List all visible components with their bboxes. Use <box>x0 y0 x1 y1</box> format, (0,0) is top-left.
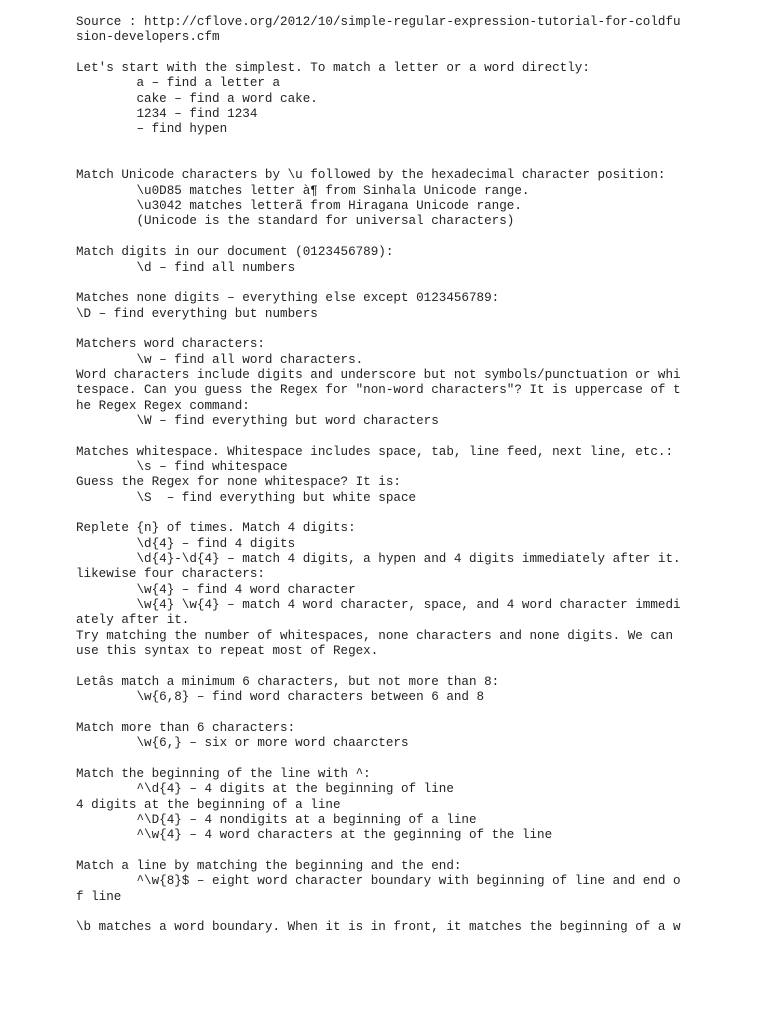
text-line <box>76 752 676 767</box>
text-line: 1234 – find 1234 <box>76 107 258 122</box>
text-line: Try matching the number of whitespaces, none characters and none digits. We can <box>76 628 674 643</box>
text-line: \w – find all word characters. <box>76 352 364 367</box>
text-line <box>76 506 676 521</box>
text-line <box>76 905 676 920</box>
text-line: \w{6,} – six or more word chaarcters <box>76 736 409 751</box>
text-line: f line <box>76 889 122 904</box>
text-line: Source : http://cflove.org/2012/10/simple-regular-expression-tutorial-for-coldfu <box>76 15 681 29</box>
text-line <box>76 429 676 444</box>
text-line: \d{4}-\d{4} – match 4 digits, a hypen and 4 digits immediately after it. <box>76 552 681 567</box>
text-line: ^\w{8}$ – eight word character boundary with beginning of line and end o <box>76 874 681 889</box>
text-line: he Regex Regex command: <box>76 398 250 413</box>
text-line: Match a line by matching the beginning and the end: <box>76 858 462 873</box>
text-line: Matches whitespace. Whitespace includes space, tab, line feed, next line, etc.: <box>76 444 674 459</box>
text-line: \w{6,8} – find word characters between 6 and 8 <box>76 690 485 705</box>
text-line <box>76 659 676 674</box>
text-line: Word characters include digits and underscore but not symbols/punctuation or whi <box>76 367 681 382</box>
text-line: Match Unicode characters by \u followed by the hexadecimal character position: <box>76 168 666 183</box>
text-line: \u0D85 matches letter à¶ from Sinhala Unicode range. <box>76 183 530 198</box>
text-line: 4 digits at the beginning of a line <box>76 797 341 812</box>
text-line: cake – find a word cake. <box>76 91 318 106</box>
text-line <box>76 153 676 168</box>
text-line: Guess the Regex for none whitespace? It is: <box>76 475 401 490</box>
text-line: Matches none digits – everything else except 0123456789: <box>76 291 500 306</box>
text-line: Let's start with the simplest. To match a letter or a word directly: <box>76 61 590 76</box>
text-line: ^\w{4} – 4 word characters at the geginning of the line <box>76 828 553 843</box>
text-line <box>76 844 676 859</box>
text-line <box>76 138 676 153</box>
text-line <box>76 705 676 720</box>
text-line: ^\d{4} – 4 digits at the beginning of line <box>76 782 454 797</box>
text-line: (Unicode is the standard for universal characters) <box>76 214 515 229</box>
text-line: Match the beginning of the line with ^: <box>76 766 371 781</box>
text-line <box>76 322 676 337</box>
text-line: \d{4} – find 4 digits <box>76 536 296 551</box>
text-line <box>76 230 676 245</box>
text-line: sion-developers.cfm <box>76 30 220 45</box>
text-line: Letâs match a minimum 6 characters, but not more than 8: <box>76 674 500 689</box>
text-line: \w{4} – find 4 word character <box>76 582 356 597</box>
text-line: use this syntax to repeat most of Regex. <box>76 644 379 659</box>
text-line: \s – find whitespace <box>76 459 288 474</box>
text-line: a – find a letter a <box>76 76 281 91</box>
text-line <box>76 46 676 61</box>
text-line: Matchers word characters: <box>76 337 265 352</box>
text-line: \u3042 matches letterã from Hiragana Unicode range. <box>76 199 522 214</box>
text-line: \S – find everything but white space <box>76 490 417 505</box>
text-line: ately after it. <box>76 613 190 628</box>
text-line <box>76 276 676 291</box>
text-line: \d – find all numbers <box>76 260 296 275</box>
text-line: \W – find everything but word characters <box>76 413 439 428</box>
text-line: tespace. Can you guess the Regex for "non-word characters"? It is uppercase of t <box>76 383 681 398</box>
text-line: ^\D{4} – 4 nondigits at a beginning of a line <box>76 812 477 827</box>
text-line: Match more than 6 characters: <box>76 720 296 735</box>
text-line: \w{4} \w{4} – match 4 word character, space, and 4 word character immedi <box>76 598 681 613</box>
text-line: Match digits in our document (0123456789): <box>76 245 394 260</box>
text-line: likewise four characters: <box>76 567 265 582</box>
text-line: \D – find everything but numbers <box>76 306 318 321</box>
text-line: \b matches a word boundary. When it is in front, it matches the beginning of a w <box>76 920 681 935</box>
text-line: Replete {n} of times. Match 4 digits: <box>76 521 356 536</box>
text-line: – find hypen <box>76 122 228 137</box>
document-text <box>76 15 681 936</box>
